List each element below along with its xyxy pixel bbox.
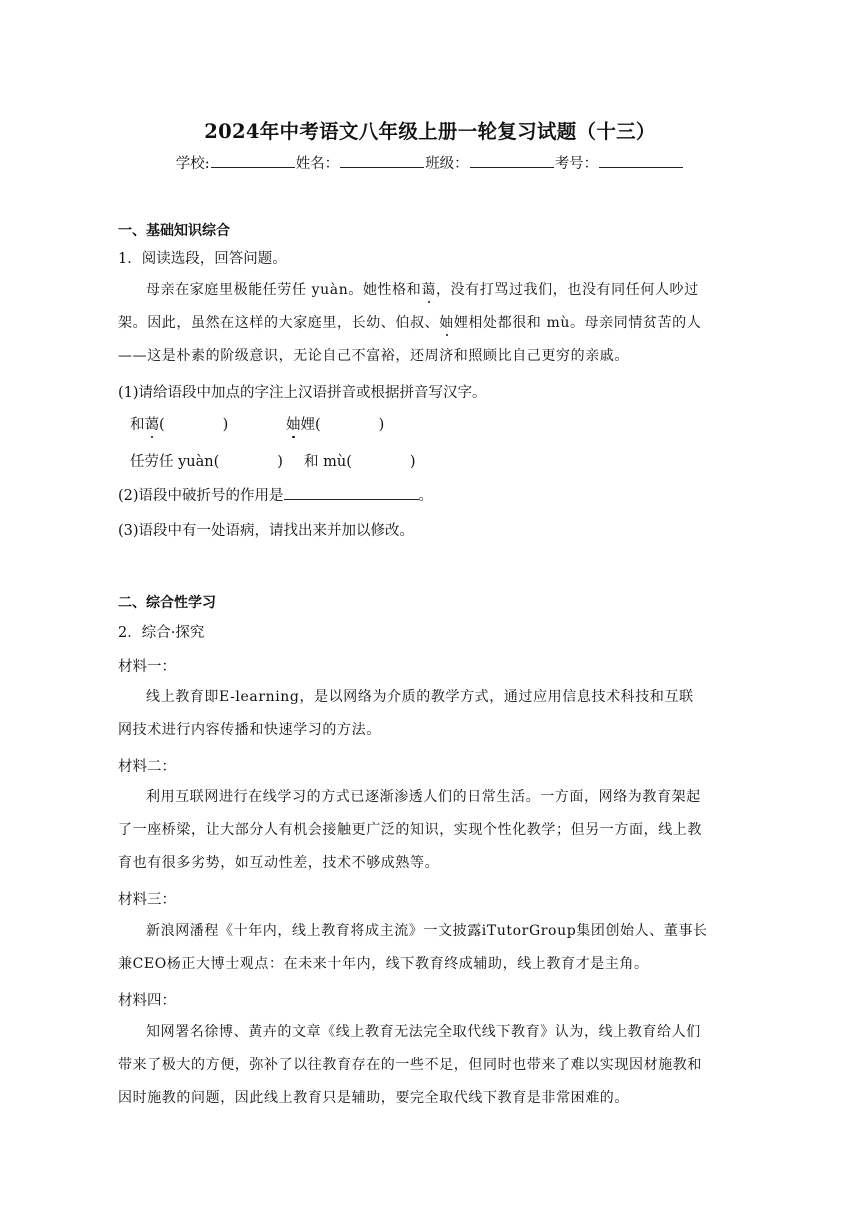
name-label: 姓名： (295, 156, 340, 172)
class-label: 班级： (425, 156, 469, 172)
school-label: 学校: (175, 156, 210, 172)
material-1-label: 材料一： (118, 659, 176, 675)
sub-question-3: (3)语段中有一处语病，请找出来并加以修改。 (118, 523, 415, 539)
material-2-label: 材料二： (118, 759, 176, 775)
question-2: 2．综合·探究 (118, 625, 205, 641)
material-3-label: 材料三： (118, 892, 176, 908)
question-1: 1．阅读选段，回答问题。 (118, 251, 287, 267)
passage-line-3: ——这是朴素的阶级意识，无论自己不富裕，还周济和照顾比自己更穷的亲戚。 (118, 348, 629, 364)
material-4-line: 知网署名徐博、黄卉的文章《线上教育无法完全取代线下教育》认为，线上教育给人们 (146, 1024, 701, 1040)
answer-blank[interactable] (284, 485, 419, 500)
item-mu: 和 mù( ) (304, 454, 416, 470)
material-1-line: 网技术进行内容传播和快速学习的方法。 (118, 722, 381, 738)
item-yuan: 任劳任 yuàn( ) (130, 454, 283, 470)
sub-question-2: (2)语段中破折号的作用是 。 (118, 484, 433, 505)
section2-heading: 二、综合性学习 (118, 595, 216, 611)
exam-number-label: 考号： (554, 156, 599, 172)
passage-line-1: 母亲在家庭里极能任劳任 yuàn。她性格和蔼，没有打骂过我们，也没有同任何人吵过 (146, 282, 699, 298)
class-blank[interactable] (470, 153, 554, 168)
section1-heading: 一、基础知识综合 (118, 223, 230, 239)
material-3-line: 新浪网潘程《十年内，线上教育将成主流》一文披露iTutorGroup集团创始人、董事长 (146, 923, 708, 939)
material-4-line: 因时施教的问题，因此线上教育只是辅助，要完全取代线下教育是非常困难的。 (118, 1090, 629, 1106)
name-blank[interactable] (340, 153, 424, 168)
material-2-line: 育也有很多劣势，如互动性差，技术不够成熟等。 (118, 855, 440, 871)
material-3-line: 兼CEO杨正大博士观点：在未来十年内，线下教育终成辅助，线上教育才是主角。 (118, 956, 649, 972)
passage-line-2: 架。因此，虽然在这样的大家庭里，长幼、伯叔、妯娌相处都很和 mù。母亲同情贫苦的人 (118, 315, 702, 331)
material-4-line: 带来了极大的方便，弥补了以往教育存在的一些不足，但同时也带来了难以实现因材施教和 (118, 1057, 702, 1073)
school-blank[interactable] (211, 153, 295, 168)
item-zhouli: 妯娌( ) (286, 417, 385, 433)
exam-number-blank[interactable] (599, 153, 683, 168)
material-4-label: 材料四： (118, 993, 176, 1009)
page-title: 2024年中考语文八年级上册一轮复习试题（十三） (204, 120, 656, 143)
item-heai: 和蔼( ) (130, 417, 229, 433)
material-2-line: 利用互联网进行在线学习的方式已逐渐渗透人们的日常生活。一方面，网络为教育架起 (146, 789, 701, 805)
material-2-line: 了一座桥梁，让大部分人有机会接触更广泛的知识，实现个性化教学；但另一方面，线上教 (118, 822, 702, 838)
sub-question-1: (1)请给语段中加点的字注上汉语拼音或根据拼音写汉字。 (118, 385, 487, 401)
material-1-line: 线上教育即E-learning，是以网络为介质的教学方式，通过应用信息技术科技和互联 (146, 689, 694, 705)
student-info-line (0, 152, 860, 173)
